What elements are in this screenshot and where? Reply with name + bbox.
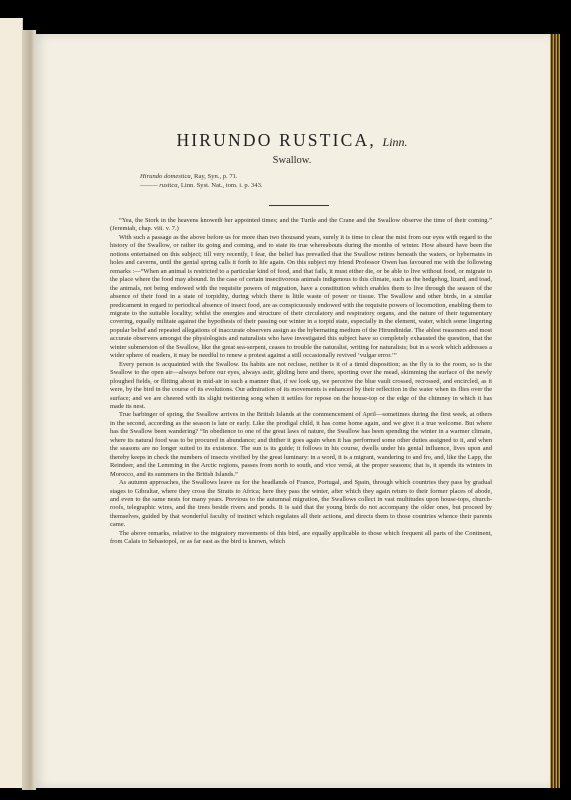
species-title [34,130,550,151]
paragraph: As autumn approaches, the Swallows leave us for the headlands of France, Portugal, and Spain, through which countries they pass by gradual stages to Gibraltar, where they cross the Straits to Africa; here they pass the winter, after which they again return to their former places of abode, and even to the same nests for many years. Previous to the autumnal migration, the Swallows collect in vast multitudes upon house-tops, church-roofs, telegraphic wires, and the trees beside rivers and ponds. It is said that the young birds do not accompany the older ones, but proceed by themselves, guided by that wonderful faculty of instinct which regulates all their actions, and directs them to those countries whence their parents came. [110,479,492,529]
synonym-name: Hirundo domestica, [140,173,193,180]
synonym-ref: Ray, Syn., p. 71. [194,173,238,180]
gilt-page-edge [549,34,560,788]
synonym-name: ——— rustica, [140,182,180,189]
paragraph: Every person is acquainted with the Swallow. Its habits are not recluse, neither is it of a timid disposition; as the fly is to the room, so is the Swallow to the open air—always before our eyes, always astir, gliding here and there, sporting over the mead, skimming the surface of the newly ploughed fields, or flitting about in mid-air in such a manner that, if we look up, we perceive the blue vault crossed, recrossed, and encircled, as it were, by the bird in the course of its evolutions. Our admiration of its movements is enhanced by their reflection in the water when its flies over the surface; and we are cheered with its slight twittering song when it settles for repose on the house-top or the edge of the chimney in which it has made its nest. [110,360,492,410]
paragraph: With such a passage as the above before us for more than two thousand years, surely it is time to clear the mist from our eyes with regard to the history of the Swallow, or rather its going and coming, and to state its true whereabouts during the months of winter. How absurd have been the notions entertained on this subject; till very recently, I fear, the belief has prevailed that the Swallow retires beneath the waters, or hybernates in holes and caverns, until the genial spring calls it forth to life again. On this subject my friend Professor Owen has favoured me with the following remarks :—“When an animal is restricted to a particular kind of food, and that fails, it must either die, or be able to live without food, or migrate to the place where the food may abound. In the case of certain insectivorous animals indigenous to this climate, such as the hedgehog, lizard, and toad, the animals, not being endowed with the requisite powers of migration, have a constitution which enables them to live through the season of the absence of their food in a state of torpidity, during which there is little waste of power or tissue. The Swallow and other birds, in a similar predicament in regard to periodical absence of insect food, are as conspicuously endowed with the requisite powers of locomotion, enabling them to migrate to the suitable locality; whilst the energies and structure of their circulatory and respiratory organs, and the nature of their tegumentary covering, equally militate against the hypothesis of their passing our winter in a torpid state, especially in the element, water, which some lingering popular belief and repeated allegations of inaccurate observers assign as the hybernating medium of the Hirundinidæ. The ablest reasoners and most accurate observers amongst the physiologists and naturalists who have investigated this subject have so completely exhausted the question, that the winter submersion of the Swallow, like the great sea-serpent, ceases to trouble the naturalist, writing for naturalists; but in a work which addresses a wider sphere of readers, it may be needful to renew a protest against a still occasionally revived ‘vulgar error.’” [110,233,492,360]
body-text [110,217,492,547]
synonym-line [140,173,238,180]
paragraph: The above remarks, relative to the migratory movements of this bird, are equally applicable to those which frequent all parts of the Continent, from Calais to Sebastopol, or as far east as the bird is known, which [110,529,492,546]
synonym-ref: Linn. Syst. Nat., tom. i. p. 343. [180,182,263,189]
divider-rule [269,205,329,206]
title-authority: Linn. [382,135,408,149]
synonym-line [140,182,263,189]
paragraph: “Yea, the Stork in the heavens knoweth her appointed times; and the Turtle and the Crane and the Swallow observe the time of their coming.” (Jeremiah, chap. viii. v. 7.) [110,217,492,233]
title-text: HIRUNDO RUSTICA, [176,130,376,150]
paragraph: True harbinger of spring, the Swallow arrives in the British Islands at the commencement of April—sometimes during the first week, at others in the second, according as the season is late or early. Like the prodigal child, it has come home again, and we give it a true welcome. But where has the Swallow been wandering? “In obedience to one of the great laws of nature, the Swallow has been spending the winter in a warmer climate, where its natural food was to be procured in abundance; and thither it goes again when it has performed some other duties assigned to it, and when the seasons are no longer suited to its existence. The sun is its guide; it follows in his course, dwells under his genial influence, lives upon and thereby keeps in check the numbers of insects vivified by the great luminary: in a word, it is a migrant, wandering to and fro, and, like the Lapp, the Reindeer, and the Lemming in the Arctic regions, passes from north to south, and vice versâ, at the proper seasons; that is, it spends its winters in Morocco, and its summers in the British Islands.” [110,411,492,478]
book-page [34,34,550,788]
left-page-edge [0,18,23,788]
common-name: Swallow. [272,155,312,166]
